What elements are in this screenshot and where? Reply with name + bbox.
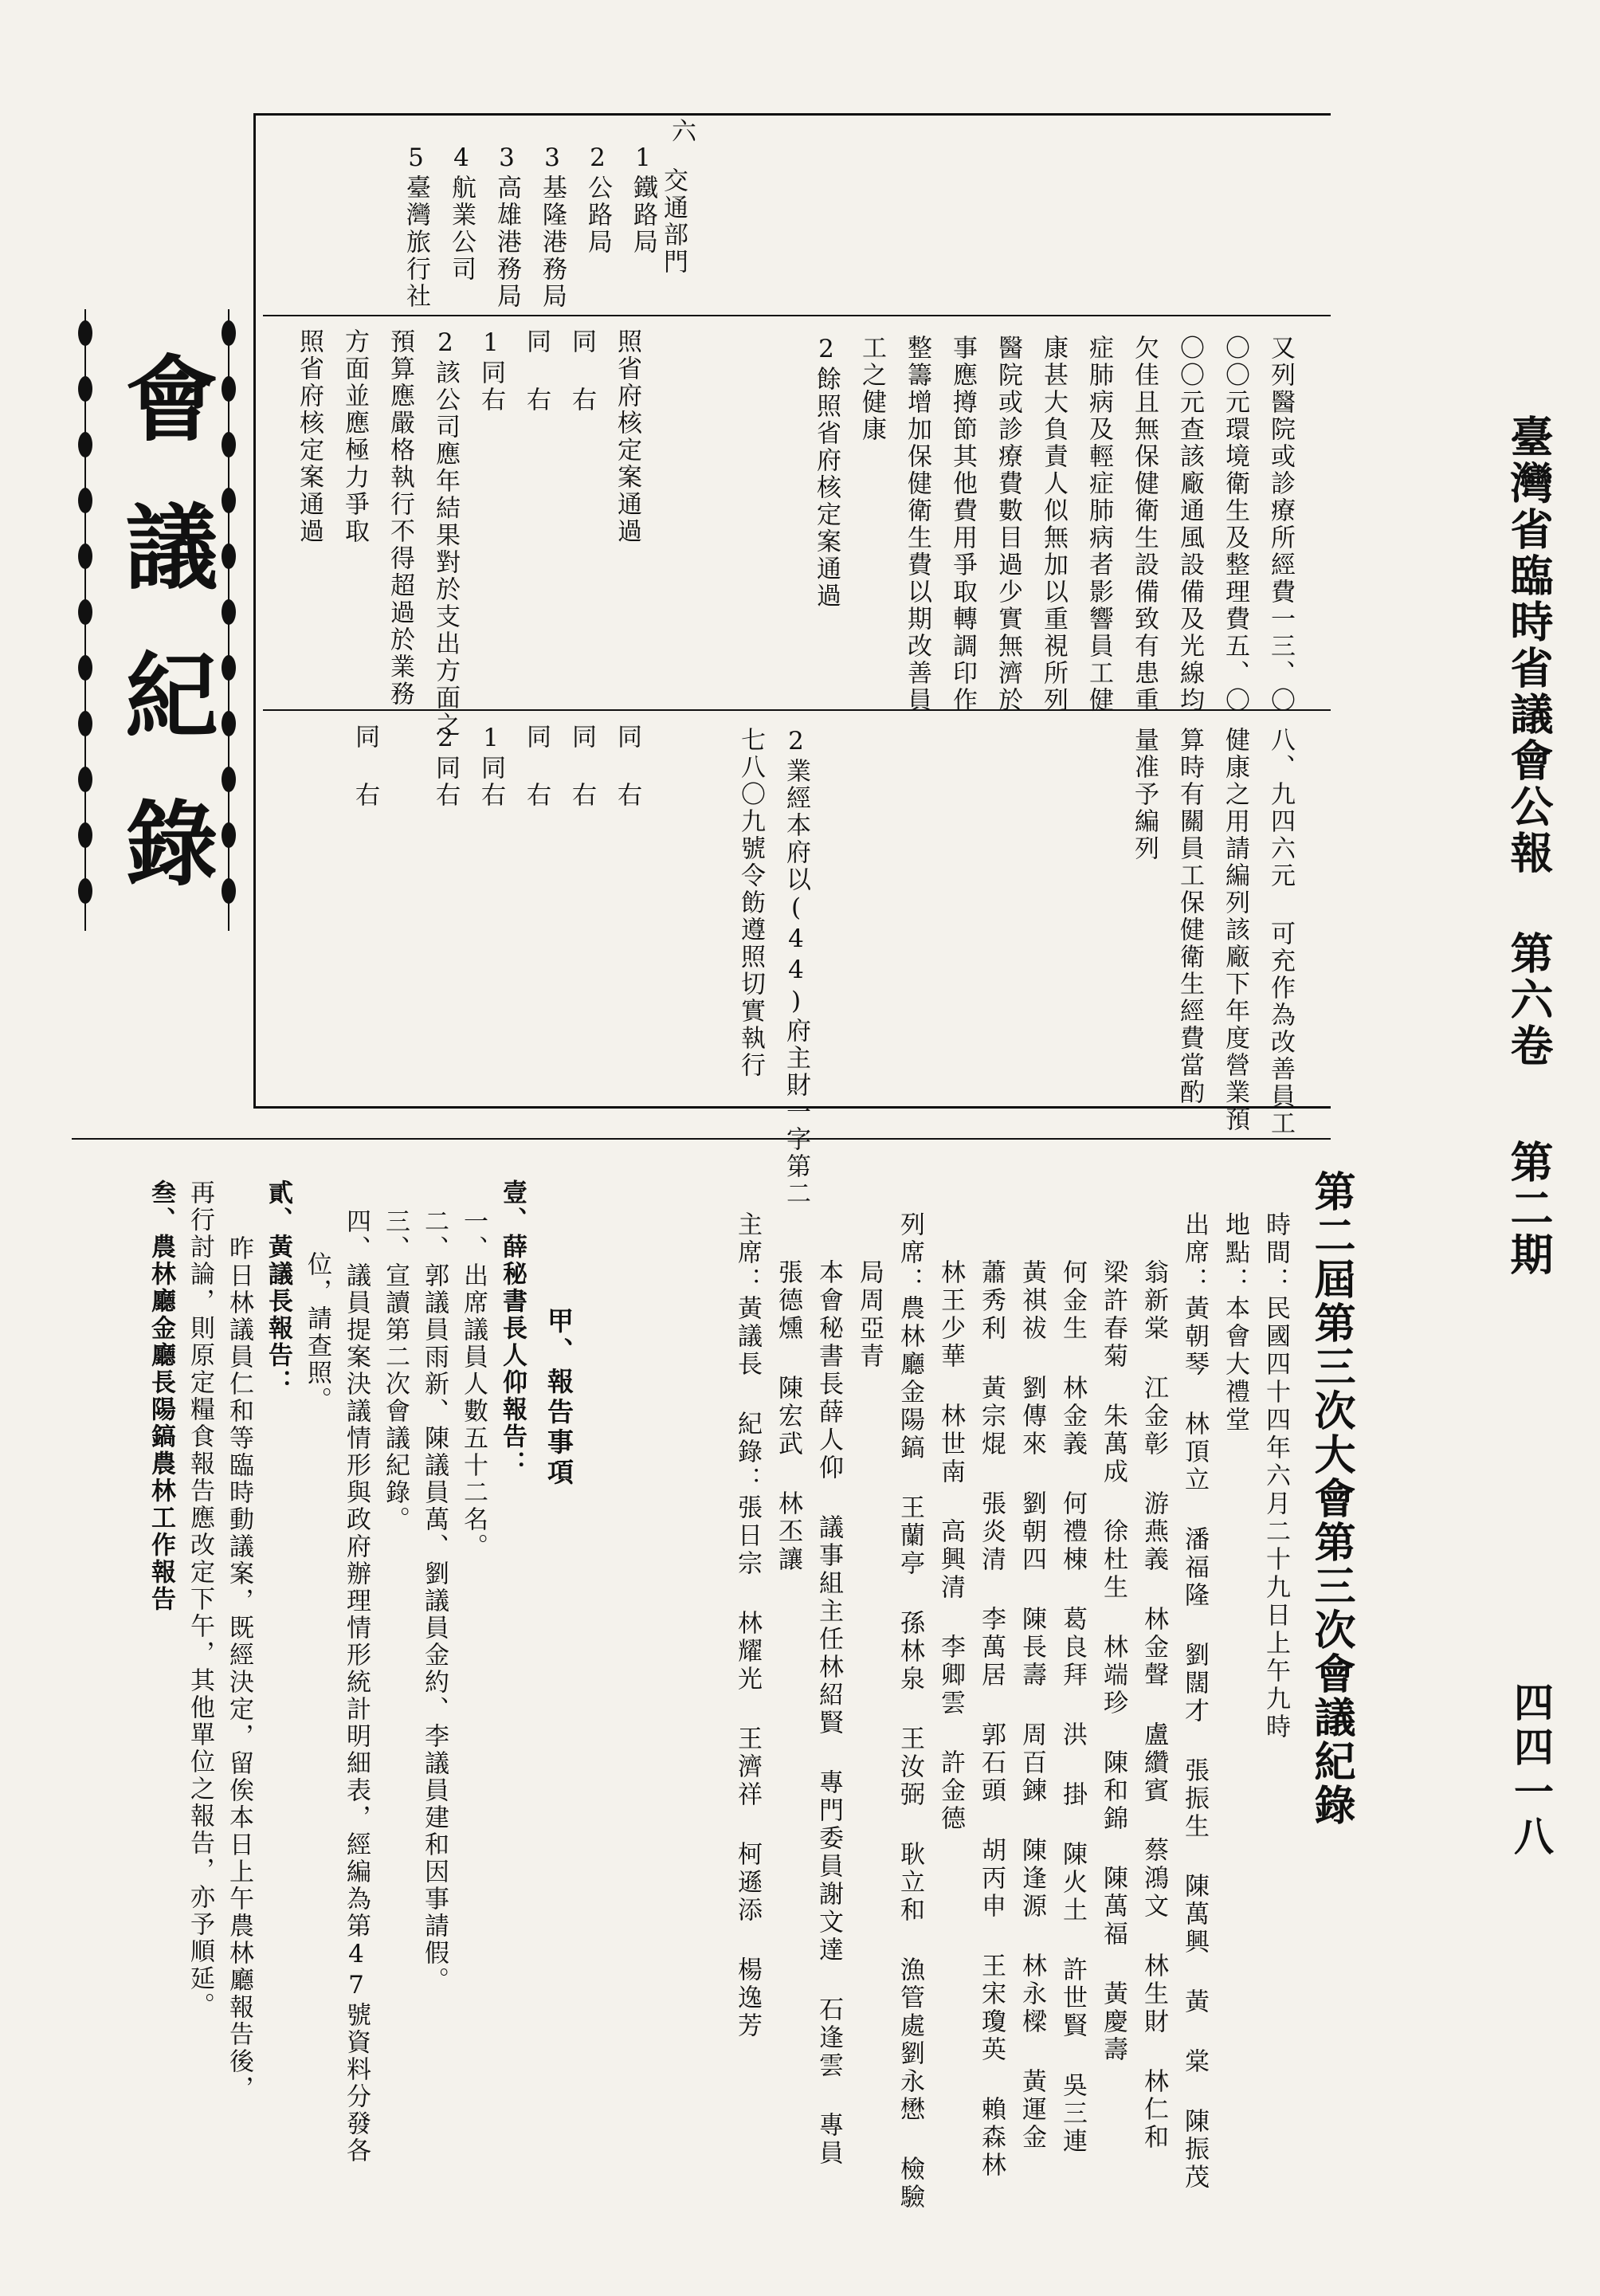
attendee-line: 黃祺祓 劉傳來 劉朝四 陳長壽 周百鍊 陳逢源 林永樑 黃運金 xyxy=(1018,1259,1046,2152)
note-line: 康甚大負責人似無加以重視所列 xyxy=(1039,335,1068,714)
present-line: 列席：農林廳金陽鎬 王蘭亭 孫林泉 王汝弼 耿立和 漁管處劉永懋 檢驗 xyxy=(896,1211,924,2212)
decision-item: 同 右 xyxy=(351,724,379,809)
table-notes-right xyxy=(1111,727,1295,1137)
banner-title: 會議紀錄 xyxy=(110,351,218,944)
chair-line: 主席：黃議長 紀錄：張日宗 林耀光 王濟祥 柯遜添 楊逸芳 xyxy=(733,1211,762,2040)
publication-title: 臺灣省臨時省議會公報 xyxy=(1504,414,1555,877)
report-item: 三、宣讀第二次會議紀錄。 xyxy=(381,1208,410,1533)
table-top-rule xyxy=(253,113,1331,116)
note-line: 症肺病及輕症肺病者影響員工健 xyxy=(1084,335,1113,714)
section-divider xyxy=(72,1138,1331,1140)
attendee-line: 蕭秀利 黃宗焜 張炎清 李萬居 郭石頭 胡丙申 王宋瓊英 賴森林 xyxy=(977,1259,1006,2180)
decision-item: 同 右 xyxy=(522,724,551,809)
provincial-item: 2該公司應年結果對於支出方面之 xyxy=(431,328,460,739)
report-items xyxy=(134,1179,527,2165)
attendee-line: 林王少華 林世南 高興清 李卿雲 許金德 xyxy=(936,1259,965,1833)
attendee-line: 翁新棠 江金彰 游燕義 林金聲 盧纘賓 蔡鴻文 林生財 林仁和 xyxy=(1139,1259,1168,2152)
present-line: 局周亞青 xyxy=(855,1259,884,1371)
report-heading: 甲、報告事項 xyxy=(543,1307,575,1489)
meeting-time: 時間：民國四十四年六月二十九日上午九時 xyxy=(1261,1211,1290,1741)
note-line: 又列醫院或診療所經費一三、〇 xyxy=(1266,335,1295,714)
note-line: 量准予編列 xyxy=(1130,727,1159,862)
note-line: 2業經本府以(44)府主財一字第二 xyxy=(782,727,810,1207)
provincial-item: 預算應嚴格執行不得超過於業務 xyxy=(386,328,414,708)
report-item: 貳、黃議長報告： xyxy=(264,1179,292,1396)
minutes-title: 第二屆第三次大會第三次會議紀錄 xyxy=(1307,1170,1355,1827)
unit-item: 5臺灣旅行社 xyxy=(402,143,430,310)
decision-item: 1同右 xyxy=(476,724,505,809)
ornament-border-left xyxy=(76,309,94,931)
issue-label: 第二期 xyxy=(1504,1140,1555,1278)
table-notes-top xyxy=(793,335,1295,714)
section-number: 六 xyxy=(667,118,696,145)
provincial-item: 同 右 xyxy=(522,328,551,414)
attendee-line: 何金生 林金義 何禮棟 葛良拜 洪 掛 陳火土 許世賢 吳三連 xyxy=(1058,1259,1087,2156)
unit-item: 3基隆港務局 xyxy=(538,143,567,310)
report-item: 二、郭議員雨新、陳議員萬、劉議員金約、李議員建和因事請假。 xyxy=(420,1208,449,1994)
note-line: 醫院或診療費數目過少實無濟於 xyxy=(994,335,1022,714)
report-item: 四、議員提案決議情形與政府辦理情形統計明細表，經編為第47號資料分發各 xyxy=(342,1208,371,2165)
report-item: 位，請查照。 xyxy=(303,1251,331,1414)
unit-item: 3高雄港務局 xyxy=(492,143,521,310)
present-line: 張德燻 陳宏武 林丕讓 xyxy=(774,1259,802,1574)
present-line: 本會秘書長薛人仰 議事組主任林紹賢 專門委員謝文達 石逢雲 專員 xyxy=(814,1259,843,2168)
note-line: 健康之用請編列該廠下年度營業預 xyxy=(1221,727,1249,1133)
note-line: 七八〇九號令飭遵照切實執行 xyxy=(736,727,765,1079)
decision-item: 同 右 xyxy=(567,724,596,809)
report-item: 一、出席議員人數五十二名。 xyxy=(459,1208,488,1560)
table-provincial xyxy=(276,328,639,739)
table-header-rule xyxy=(263,315,1331,316)
note-line: 工之健康 xyxy=(857,335,886,443)
page-number: 四四一八 xyxy=(1508,1682,1555,1860)
section-heading: 交通部門 xyxy=(659,167,688,276)
note-line: 〇〇元環境衛生及整理費五、〇 xyxy=(1221,335,1249,714)
attendee-line: 梁許春菊 朱萬成 徐杜生 林端珍 陳和錦 陳萬福 黃慶壽 xyxy=(1099,1259,1127,2064)
report-item: 叁、農林廳金廳長陽鎬農林工作報告 xyxy=(147,1179,175,1613)
note-line: 事應撙節其他費用爭取轉調印作 xyxy=(948,335,977,714)
provincial-item: 方面並應極力爭取 xyxy=(340,328,369,545)
note-line: 八、九四六元 可充作為改善員工 xyxy=(1266,727,1295,1137)
meeting-place: 地點：本會大禮堂 xyxy=(1221,1211,1249,1435)
volume-label: 第六卷 xyxy=(1504,931,1555,1070)
decision-item: 2同右 xyxy=(431,724,460,809)
unit-item: 2公路局 xyxy=(583,143,612,256)
table-decision xyxy=(225,724,639,809)
note-line: 欠佳且無保健衛生設備致有患重 xyxy=(1130,335,1159,714)
provincial-item: 同 右 xyxy=(567,328,596,414)
unit-item: 1鐵路局 xyxy=(629,143,657,256)
note-line: 整籌增加保健衛生費以期改善員 xyxy=(903,335,931,714)
ornament-border-right xyxy=(220,309,237,931)
provincial-item: 1同右 xyxy=(476,328,505,414)
provincial-item: 照省府核定案通過 xyxy=(295,328,324,545)
note-line: 〇〇元查該廠通風設備及光線均 xyxy=(1175,335,1204,714)
decision-item: 同 右 xyxy=(613,724,641,809)
attendee-line: 出席：黃朝琴 林頂立 潘福隆 劉闊才 張振生 陳萬興 黃 棠 陳振茂 xyxy=(1180,1211,1209,2192)
note-line: 算時有關員工保健衛生經費當酌 xyxy=(1175,727,1204,1106)
minutes-meta xyxy=(719,1211,1288,2212)
unit-item: 4航業公司 xyxy=(447,143,476,283)
report-item: 再行討論，則原定糧食報告應改定下午，其他單位之報告，亦予順延。 xyxy=(186,1179,214,2019)
note-line: 2餘照省府核定案通過 xyxy=(812,335,841,610)
table-left-rule xyxy=(253,113,256,1108)
provincial-item: 照省府核定案通過 xyxy=(613,328,641,545)
report-item: 昨日林議員仁和等臨時動議案，既經決定，留俟本日上午農林廳報告後， xyxy=(225,1235,253,2102)
table-exec-order xyxy=(717,727,808,1207)
report-item: 壹、薛秘書長人仰報告： xyxy=(498,1179,527,1478)
table-units xyxy=(331,143,655,310)
